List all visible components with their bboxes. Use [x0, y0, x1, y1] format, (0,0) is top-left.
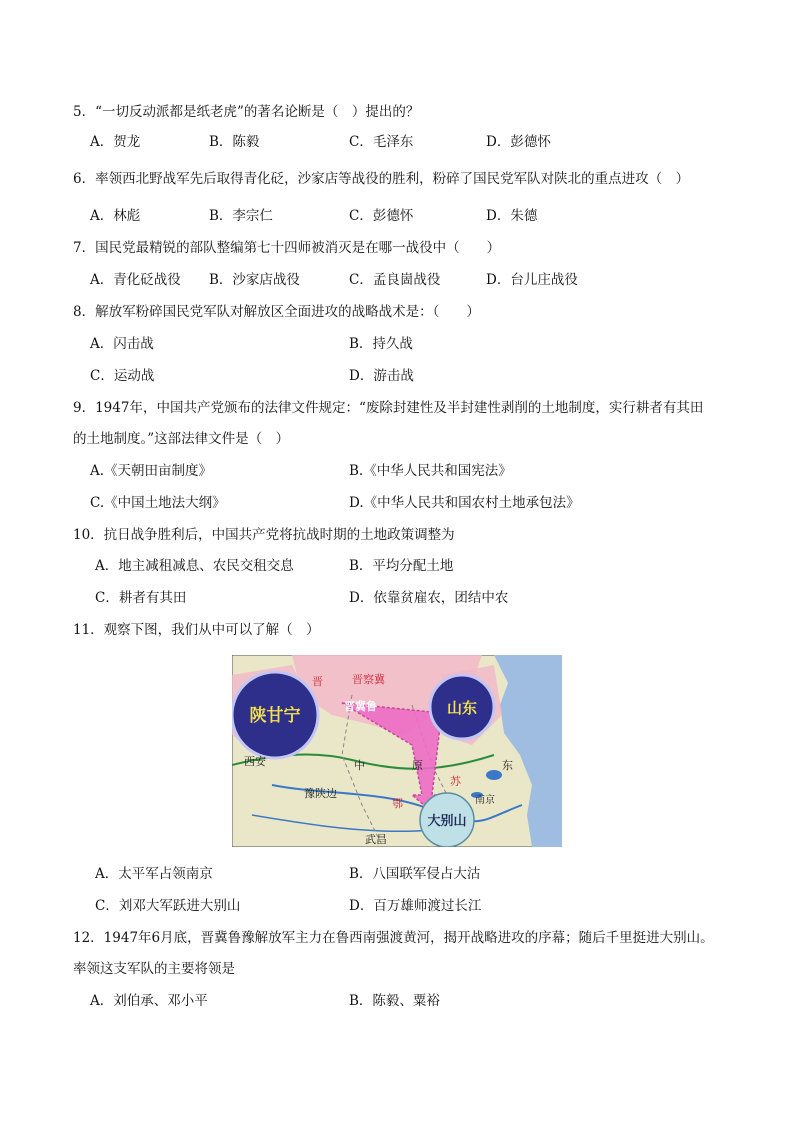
q5-option-c: C．毛泽东 [349, 134, 414, 150]
map-label-dabieshan: 大别山 [427, 813, 467, 828]
question-7-stem: 7．国民党最精锐的部队整编第七十四师被消灭是在哪一战役中（ ） [73, 240, 501, 256]
q6-option-a: A．林彪 [90, 208, 141, 224]
q8-option-c: C．运动战 [90, 368, 155, 384]
q6-option-b: B．李宗仁 [209, 208, 273, 224]
q11-option-b: B．八国联军侵占大沽 [349, 866, 481, 882]
map-label-4: 中 [354, 760, 365, 772]
question-9-stem: 9．1947年，中国共产党颁布的法律文件规定：“废除封建性及半封建性剥削的土地制度，实行耕者有其田 [73, 400, 704, 416]
q8-option-a: A．闪击战 [90, 336, 154, 352]
map-label-6: 东 [502, 760, 513, 772]
question-12-stem: 12．1947年6月底，晋冀鲁豫解放军主力在鲁西南强渡黄河，揭开战略进攻的序幕；随后千里挺进大别山。 [73, 930, 714, 946]
q12-option-b: B．陈毅、粟裕 [349, 993, 440, 1009]
map-label-1: 晋察冀 [352, 674, 385, 686]
q11-option-a: A．太平军占领南京 [95, 866, 213, 882]
q7-option-a: A．青化砭战役 [90, 272, 181, 288]
map-label-0: 晋 [312, 676, 323, 688]
question-9-stem-cont: 的土地制度。”这部法律文件是（ ） [73, 431, 290, 447]
q9-option-b: B.《中华人民共和国宪法》 [349, 463, 512, 479]
q5-option-a: A．贺龙 [90, 134, 141, 150]
question-12-stem-cont: 率领这支军队的主要将领是 [73, 961, 235, 977]
q10-option-a: A．地主减租减息、农民交租交息 [95, 558, 294, 574]
question-8-stem: 8．解放军粉碎国民党军队对解放区全面进攻的战略战术是：（ ） [73, 304, 480, 320]
map-label-shandong: 山东 [446, 700, 478, 717]
q9-option-c: C.《中国土地法大纲》 [90, 495, 226, 511]
q8-option-b: B．持久战 [349, 336, 413, 352]
map-label-10: 武昌 [365, 834, 387, 846]
map-label-11: 苏 [450, 776, 461, 788]
q10-option-b: B．平均分配土地 [349, 558, 454, 574]
q10-option-d: D．依靠贫雇农，团结中农 [349, 590, 509, 606]
q7-option-b: B．沙家店战役 [209, 272, 300, 288]
q6-option-d: D．朱德 [486, 208, 538, 224]
question-11-stem: 11．观察下图，我们从中可以了解（ ） [73, 622, 320, 638]
q5-option-d: D．彭德怀 [486, 134, 551, 150]
map-label-3: 西安 [244, 756, 266, 768]
question-10-stem: 10．抗日战争胜利后，中国共产党将抗战时期的土地政策调整为 [73, 527, 455, 543]
map-label-5: 原 [412, 760, 423, 772]
question-6-stem: 6．率领西北野战军先后取得青化砭，沙家店等战役的胜利，粉碎了国民党军队对陕北的重点进攻（ ） [73, 171, 690, 187]
map-label-8: 鄂 [392, 798, 403, 810]
q5-option-b: B．陈毅 [209, 134, 260, 150]
map-label-9: 南京 [475, 795, 495, 806]
question-5-stem: 5．“一切反动派都是纸老虎”的著名论断是（ ）提出的？ [73, 104, 420, 120]
q7-option-c: C．孟良崮战役 [349, 272, 441, 288]
q10-option-c: C．耕者有其田 [95, 590, 187, 606]
map-label-7: 豫陕边 [304, 788, 337, 800]
q12-option-a: A．刘伯承、邓小平 [90, 993, 208, 1009]
q11-option-c: C．刘邓大军跃进大别山 [95, 898, 241, 914]
q6-option-c: C．彭德怀 [349, 208, 414, 224]
q8-option-d: D．游击战 [349, 368, 414, 384]
q7-option-d: D．台儿庄战役 [486, 272, 578, 288]
q9-option-d: D.《中华人民共和国农村土地承包法》 [349, 495, 580, 511]
map-label-2: 晋冀鲁 [344, 701, 377, 713]
map-label-shaanganning: 陕甘宁 [249, 706, 301, 725]
map-image [232, 655, 562, 847]
q9-option-a: A.《天朝田亩制度》 [90, 463, 213, 479]
q11-option-d: D．百万雄师渡过长江 [349, 898, 482, 914]
